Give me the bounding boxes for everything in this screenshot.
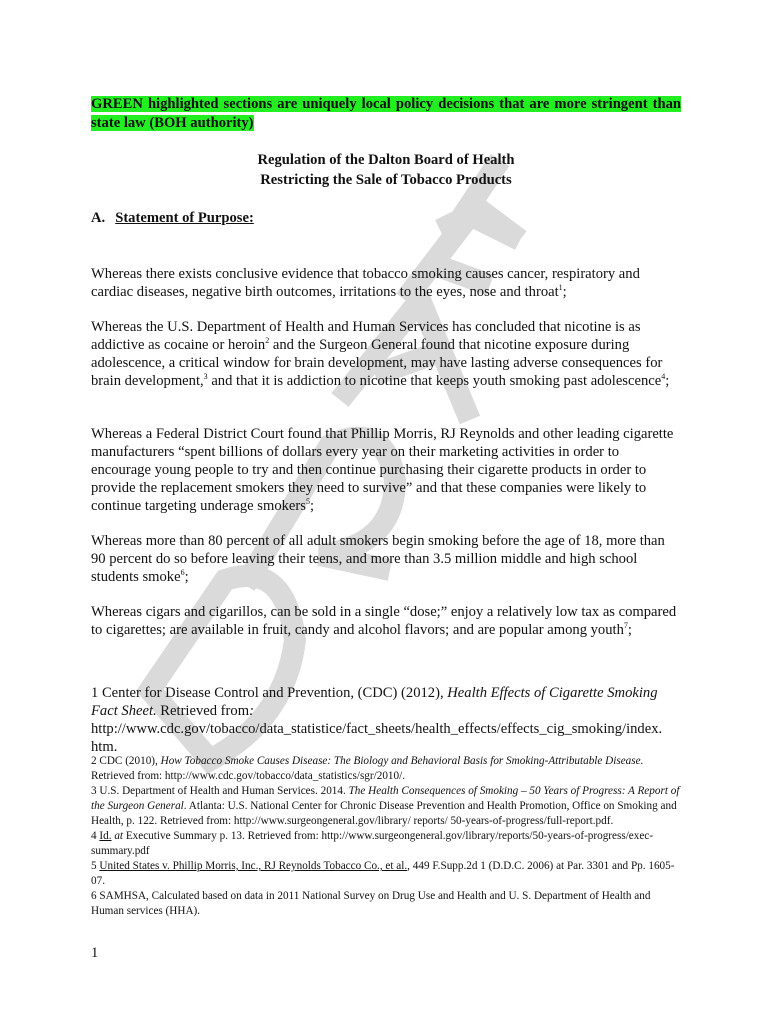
whereas-paragraph-3 xyxy=(91,425,681,515)
footnote-title: The Health Consequences of Smoking – 50 Years of Progress: A Report of the Surgeon General xyxy=(91,785,680,812)
footnote-ref: 3 xyxy=(203,372,208,382)
regulation-title-line-2: Restricting the Sale of Tobacco Products xyxy=(260,172,512,188)
paragraph-text: and that it is addiction to nicotine that keeps youth smoking past adolescence xyxy=(207,373,662,389)
footnote-text: . Atlanta: U.S. National Center for Chronic Disease Prevention and Health Promotion, Office on Smoking and Health, p. 122. Retrieved from: http://www.surgeongeneral.gov/library/ reports/ 50-years-of-progress/full-report.pdf. xyxy=(91,800,677,827)
page-number: 1 xyxy=(91,945,99,961)
footnote-3 xyxy=(91,784,681,829)
whereas-paragraph-2 xyxy=(91,318,681,390)
footnote-text: 3 U.S. Department of Health and Human Services. 2014. xyxy=(91,785,349,797)
footnote-number: 4 xyxy=(91,830,100,842)
footnote-text: 2 CDC (2010), xyxy=(91,755,161,767)
footnotes-list xyxy=(91,754,681,919)
footnote-at: at xyxy=(111,830,124,842)
footnote-text: 6 SAMHSA, Calculated based on data in 2011 National Survey on Drug Use and Health and U. S. Department of Health and Human services (HHA). xyxy=(91,890,651,917)
footnote-1 xyxy=(91,684,686,756)
footnote-4 xyxy=(91,829,681,859)
regulation-title-line-1: Regulation of the Dalton Board of Health xyxy=(257,152,515,168)
footnote-case: United States v. Phillip Morris, Inc., RJ Reynolds Tobacco Co., et al. xyxy=(99,860,408,872)
footnote-url: http://www.cdc.gov/tobacco/data_statistice/fact_sheets/health_effects/effects_cig_smoking/index. htm. xyxy=(91,721,663,755)
paragraph-text: Whereas there exists conclusive evidence that tobacco smoking causes cancer, respiratory and cardiac diseases, negative birth outcomes, irritations to the eyes, nose and throat xyxy=(91,266,640,300)
footnote-text: Retrieved from: http://www.cdc.gov/tobacco/data_statistics/sgr/2010/. xyxy=(91,770,406,782)
paragraph-end: ; xyxy=(562,284,567,300)
green-highlight: GREEN highlighted sections are uniquely local policy decisions that are more stringent than state law (BOH authority) xyxy=(91,96,681,131)
paragraph-text: Whereas cigars and cigarillos, can be sold in a single “dose;” enjoy a relatively low tax as compared to cigarettes; are available in fruit, candy and alcohol flavors; and are popular among youth xyxy=(91,604,677,638)
section-a-heading xyxy=(91,210,254,227)
footnote-ref: 1 xyxy=(558,283,563,293)
paragraph-end: ; xyxy=(627,622,632,638)
paragraph-text: Whereas more than 80 percent of all adult smokers begin smoking before the age of 18, more than 90 percent do so before leaving their teens, and more than 3.5 million middle and high school students smoke xyxy=(91,533,665,585)
whereas-paragraph-4 xyxy=(91,532,681,586)
footnote-text: : xyxy=(249,703,254,719)
policy-highlight-notice xyxy=(91,95,681,133)
paragraph-end: ; xyxy=(665,373,670,389)
footnote-text: , 449 F.Supp.2d 1 (D.D.C. 2006) at Par. 3301 and Pp. 1605-07. xyxy=(91,860,675,887)
footnote-ref: 2 xyxy=(265,336,270,346)
footnote-6 xyxy=(91,889,681,919)
paragraph-text: and the Surgeon General found that nicotine exposure during adolescence, a critical window for brain development, may have lasting adverse consequences for brain development, xyxy=(91,337,663,389)
whereas-paragraph-5 xyxy=(91,603,681,639)
footnote-ref: 4 xyxy=(661,372,666,382)
footnote-text: Executive Summary p. 13. Retrieved from: http://www.surgeongeneral.gov/library/reports/50-years-of-progress/exec-summary.pdf xyxy=(91,830,654,857)
paragraph-end: ; xyxy=(309,498,314,514)
footnote-ref: 7 xyxy=(623,621,628,631)
footnote-text: Retrieved from xyxy=(156,703,250,719)
footnote-id: Id. xyxy=(99,830,112,842)
paragraph-text: Whereas the U.S. Department of Health and Human Services has concluded that nicotine is as addictive as cocaine or heroin xyxy=(91,319,641,353)
paragraph-text: Whereas a Federal District Court found that Phillip Morris, RJ Reynolds and other leading cigarette manufacturers “spent billions of dollars every year on their marketing activities in order to encourage young people to try and then continue purchasing their cigarette products in order to provide the replacement smokers they need to survive” and that these companies were likely to continue targeting underage smokers xyxy=(91,426,674,514)
footnote-text: 1 Center for Disease Control and Prevention, (CDC) (2012), xyxy=(91,685,448,701)
footnote-ref: 6 xyxy=(180,568,185,578)
footnote-ref: 5 xyxy=(305,497,310,507)
section-label: Statement of Purpose: xyxy=(115,210,254,226)
footnote-5 xyxy=(91,859,681,889)
footnote-title: How Tobacco Smoke Causes Disease: The Biology and Behavioral Basis for Smoking-Attributable Disease. xyxy=(160,755,644,767)
footnote-number: 5 xyxy=(91,860,100,872)
whereas-paragraph-1 xyxy=(91,265,681,301)
section-letter: A. xyxy=(91,210,106,226)
footnote-2 xyxy=(91,754,681,784)
paragraph-end: ; xyxy=(184,569,189,585)
footnote-title: Health Effects of Cigarette Smoking Fact Sheet. xyxy=(91,685,658,719)
